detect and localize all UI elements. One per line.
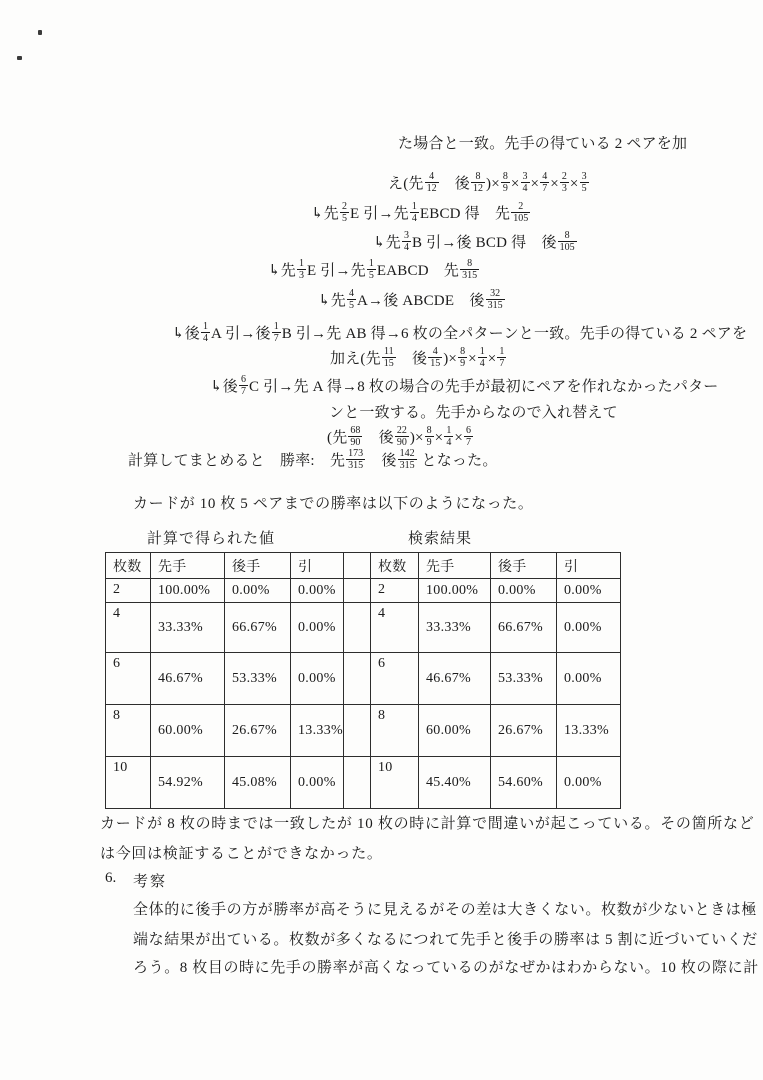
formula-text: × <box>468 351 477 367</box>
win-rate-cell: 100.00% <box>151 579 225 603</box>
formula-text: )× <box>443 351 458 367</box>
scan-speck <box>38 30 42 35</box>
formula-text: × <box>569 176 579 192</box>
table-gap-cell <box>344 757 371 809</box>
fraction <box>201 322 210 345</box>
win-rate-cell: 0.00% <box>557 579 621 603</box>
table-row <box>106 603 621 653</box>
win-rate-cell: 0.00% <box>291 653 344 705</box>
fraction-denominator: 105 <box>559 242 575 253</box>
fraction-numerator: 173 <box>348 447 364 459</box>
section-number: 6. <box>105 870 117 886</box>
win-rate-cell: 66.67% <box>491 603 557 653</box>
fraction <box>458 347 467 370</box>
formula-text: 後 <box>396 351 428 367</box>
right-table-title: 検索結果 <box>408 531 473 547</box>
fraction <box>367 259 376 282</box>
win-rate-cell: 46.67% <box>419 653 491 705</box>
win-rate-cell: 45.40% <box>419 757 491 809</box>
win-rate-cell: 26.67% <box>491 705 557 757</box>
fraction-numerator: 32 <box>490 287 501 299</box>
table-header-cell: 枚数 <box>371 553 419 579</box>
win-rate-cell: 60.00% <box>419 705 491 757</box>
fraction-denominator: 15 <box>383 358 394 369</box>
fraction-numerator: 3 <box>581 170 587 182</box>
fraction-denominator: 4 <box>522 183 528 194</box>
fraction-numerator: 3 <box>403 229 409 241</box>
formula-line <box>311 201 531 227</box>
fraction-numerator: 8 <box>475 170 481 182</box>
formula-text: × <box>487 351 497 367</box>
formula-text: 後 <box>363 430 394 446</box>
table-row <box>106 653 621 705</box>
fraction-numerator: 3 <box>522 170 528 182</box>
fraction-denominator: 4 <box>202 333 208 344</box>
fraction-denominator: 90 <box>396 437 407 448</box>
fraction-denominator: 7 <box>240 386 246 397</box>
formula-line <box>318 288 506 314</box>
fraction-denominator: 4 <box>479 358 485 369</box>
fraction <box>558 231 577 254</box>
formula-text: B 引→先 AB 得→6 枚の全パターンと一致。先手の得ている 2 ペアを <box>281 326 748 342</box>
card-count-cell: 2 <box>106 579 151 603</box>
formula-text: E 引→先 <box>306 263 366 279</box>
win-rate-cell: 54.92% <box>151 757 225 809</box>
win-rate-cell: 26.67% <box>225 705 291 757</box>
table-gap-cell <box>344 653 371 705</box>
formula-text: E 引→先 <box>349 206 409 222</box>
fraction-numerator: 11 <box>383 345 394 357</box>
fraction <box>486 289 505 312</box>
formula-text: EABCD 先 <box>376 263 460 279</box>
table-header-cell: 引 <box>291 553 344 579</box>
fraction <box>398 449 417 472</box>
table-header-cell: 後手 <box>225 553 291 579</box>
card-count-cell: 6 <box>371 653 419 705</box>
discussion-line: ろう。8 枚目の時に先手の勝率が高くなっているのがなぜかはわからない。10 枚の際に計 <box>133 960 759 976</box>
formula-text: ↳先 <box>311 206 339 222</box>
fraction <box>382 347 396 370</box>
card-count-cell: 6 <box>106 653 151 705</box>
fraction-denominator: 9 <box>460 358 466 369</box>
formula-text: え(先 <box>388 176 424 192</box>
win-rate-cell: 0.00% <box>291 579 344 603</box>
fraction-denominator: 7 <box>466 437 472 448</box>
fraction-numerator: 8 <box>467 257 473 269</box>
formula-text: ↳先 <box>373 235 401 251</box>
card-count-cell: 10 <box>106 757 151 809</box>
win-rate-cell: 33.33% <box>419 603 491 653</box>
formula-text: )× <box>409 430 424 446</box>
formula-text: × <box>510 176 520 192</box>
formula-text: C 引→先 A 得→8 枚の場合の先手が最初にペアを作れなかったパター <box>248 379 719 395</box>
table-gap-cell <box>344 553 371 579</box>
formula-text: × <box>434 430 444 446</box>
fraction <box>239 375 248 398</box>
fraction-numerator: 2 <box>518 200 524 212</box>
fraction <box>497 347 506 370</box>
formula-text: 計算してまとめると 勝率: 先 <box>128 453 346 469</box>
left-table-title: 計算で得られた値 <box>147 531 276 547</box>
table-row <box>106 757 621 809</box>
fraction-numerator: 8 <box>502 170 508 182</box>
card-count-cell: 4 <box>371 603 419 653</box>
table-header-cell: 先手 <box>151 553 225 579</box>
fraction <box>340 202 349 225</box>
table-row <box>106 705 621 757</box>
fraction-numerator: 8 <box>564 229 570 241</box>
fraction-denominator: 5 <box>348 300 354 311</box>
formula-text: ↳後 <box>210 379 238 395</box>
fraction <box>464 426 473 449</box>
fraction <box>346 449 365 472</box>
formula-line <box>210 374 718 400</box>
fraction-numerator: 2 <box>561 170 567 182</box>
fraction-denominator: 12 <box>473 183 484 194</box>
fraction-numerator: 8 <box>460 345 466 357</box>
note-line-2: は今回は検証することができなかった。 <box>100 846 383 862</box>
card-count-cell: 10 <box>371 757 419 809</box>
fraction-numerator: 1 <box>446 424 452 436</box>
formula-text: ↳先 <box>268 263 296 279</box>
table-header-cell: 後手 <box>491 553 557 579</box>
formula-text: × <box>454 430 464 446</box>
fraction-denominator: 3 <box>561 183 567 194</box>
note-line-1: カードが 8 枚の時までは一致したが 10 枚の時に計算で間違いが起こっている。その箇所など <box>100 816 755 832</box>
formula-text: ↳先 <box>318 293 346 309</box>
fraction <box>428 347 442 370</box>
win-rate-cell: 0.00% <box>291 757 344 809</box>
win-rate-cell: 46.67% <box>151 653 225 705</box>
win-rate-cell: 100.00% <box>419 579 491 603</box>
formula-text: A 引→後 <box>210 326 271 342</box>
fraction <box>402 231 411 254</box>
formula-text: 加え(先 <box>330 351 381 367</box>
fraction-denominator: 105 <box>513 213 529 224</box>
table-header-cell: 先手 <box>419 553 491 579</box>
table-gap-cell <box>344 603 371 653</box>
win-rate-cell: 13.33% <box>557 705 621 757</box>
fraction-numerator: 1 <box>298 257 304 269</box>
formula-text: )× <box>486 176 500 192</box>
win-rate-cell: 0.00% <box>225 579 291 603</box>
fraction <box>560 172 569 195</box>
fraction <box>501 172 510 195</box>
fraction <box>478 347 487 370</box>
card-count-cell: 8 <box>371 705 419 757</box>
fraction-numerator: 1 <box>368 257 374 269</box>
formula-text: EBCD 得 先 <box>419 206 511 222</box>
fraction-numerator: 4 <box>429 170 435 182</box>
fraction-numerator: 4 <box>542 170 548 182</box>
win-rate-cell: 0.00% <box>291 603 344 653</box>
formula-text: B 引→後 BCD 得 後 <box>411 235 557 251</box>
fraction-numerator: 1 <box>479 345 485 357</box>
win-rate-cell: 60.00% <box>151 705 225 757</box>
fraction-numerator: 4 <box>348 287 354 299</box>
formula-line <box>388 171 590 197</box>
fraction-numerator: 1 <box>273 320 279 332</box>
fraction-denominator: 5 <box>581 183 587 194</box>
formula-line <box>373 230 578 256</box>
formula-line <box>128 448 498 474</box>
win-rate-cell: 66.67% <box>225 603 291 653</box>
fraction-denominator: 4 <box>403 242 409 253</box>
fraction <box>410 202 419 225</box>
fraction <box>272 322 281 345</box>
win-rate-cell: 0.00% <box>557 653 621 705</box>
section-heading: 考察 <box>133 874 168 890</box>
scan-speck <box>17 56 22 60</box>
fraction <box>460 259 479 282</box>
win-rate-cell: 53.33% <box>491 653 557 705</box>
fraction <box>395 426 409 449</box>
fraction <box>348 426 362 449</box>
formula-line <box>268 258 480 284</box>
fraction-denominator: 5 <box>341 213 347 224</box>
fraction-numerator: 4 <box>432 345 438 357</box>
formula-text: 後 <box>439 176 471 192</box>
formula-line <box>329 400 618 426</box>
fraction-numerator: 68 <box>350 424 361 436</box>
fraction-denominator: 9 <box>502 183 508 194</box>
fraction-denominator: 4 <box>411 213 417 224</box>
fraction-denominator: 315 <box>487 300 503 311</box>
win-rate-cell: 33.33% <box>151 603 225 653</box>
win-rate-cell: 0.00% <box>557 757 621 809</box>
fraction <box>444 426 453 449</box>
fraction-denominator: 15 <box>430 358 441 369</box>
fraction <box>347 289 356 312</box>
discussion-line: 端な結果が出ている。枚数が多くなるにつれて先手と後手の勝率は 5 割に近づいていくだ <box>133 932 758 948</box>
fraction-denominator: 90 <box>350 437 361 448</box>
formula-line <box>172 321 747 347</box>
card-count-cell: 4 <box>106 603 151 653</box>
fraction-numerator: 2 <box>341 200 347 212</box>
formula-line <box>398 131 687 157</box>
fraction-numerator: 1 <box>411 200 417 212</box>
fraction-numerator: 6 <box>466 424 472 436</box>
win-rate-cell: 0.00% <box>557 603 621 653</box>
table-header-cell: 引 <box>557 553 621 579</box>
fraction-denominator: 12 <box>426 183 437 194</box>
formula-text: A→後 ABCDE 後 <box>356 293 485 309</box>
table-intro-text: カードが 10 枚 5 ペアまでの勝率は以下のようになった。 <box>133 496 534 512</box>
formula-text: 後 <box>366 453 397 469</box>
fraction-numerator: 8 <box>426 424 432 436</box>
card-count-cell: 8 <box>106 705 151 757</box>
win-rate-cell: 13.33% <box>291 705 344 757</box>
fraction <box>521 172 530 195</box>
fraction-denominator: 315 <box>462 270 478 281</box>
fraction-denominator: 4 <box>446 437 452 448</box>
card-count-cell: 2 <box>371 579 419 603</box>
discussion-line: 全体的に後手の方が勝率が高そうに見えるがその差は大きくない。枚数が少ないときは極 <box>133 902 758 918</box>
win-rate-table <box>105 552 621 809</box>
win-rate-cell: 54.60% <box>491 757 557 809</box>
table-gap-cell <box>344 705 371 757</box>
formula-text: となった。 <box>417 453 498 469</box>
formula-text: × <box>530 176 540 192</box>
fraction-numerator: 142 <box>399 447 415 459</box>
win-rate-cell: 0.00% <box>491 579 557 603</box>
fraction-numerator: 6 <box>240 373 246 385</box>
formula-text: ↳後 <box>172 326 200 342</box>
fraction <box>297 259 306 282</box>
fraction <box>425 172 439 195</box>
formula-text: × <box>550 176 559 192</box>
fraction-denominator: 9 <box>426 437 432 448</box>
formula-line <box>330 346 507 372</box>
formula-text: た場合と一致。先手の得ている 2 ペアを加 <box>398 136 688 152</box>
fraction-denominator: 315 <box>399 460 415 471</box>
fraction-denominator: 5 <box>368 270 374 281</box>
fraction-denominator: 7 <box>499 358 505 369</box>
win-rate-cell: 45.08% <box>225 757 291 809</box>
fraction-denominator: 315 <box>348 460 364 471</box>
win-rate-cell: 53.33% <box>225 653 291 705</box>
fraction-denominator: 7 <box>542 183 548 194</box>
fraction-denominator: 7 <box>273 333 279 344</box>
table-header-row <box>106 553 621 579</box>
table-gap-cell <box>344 579 371 603</box>
formula-text: (先 <box>327 430 348 446</box>
table-row <box>106 579 621 603</box>
win-rate-tables <box>105 552 621 809</box>
fraction-numerator: 22 <box>396 424 407 436</box>
fraction <box>425 426 434 449</box>
fraction <box>471 172 485 195</box>
fraction <box>511 202 530 225</box>
fraction <box>580 172 589 195</box>
fraction-numerator: 1 <box>499 345 505 357</box>
fraction-numerator: 1 <box>202 320 208 332</box>
fraction-denominator: 3 <box>298 270 304 281</box>
fraction <box>540 172 549 195</box>
formula-text: ンと一致する。先手からなので入れ替えて <box>329 405 618 421</box>
table-header-cell: 枚数 <box>106 553 151 579</box>
